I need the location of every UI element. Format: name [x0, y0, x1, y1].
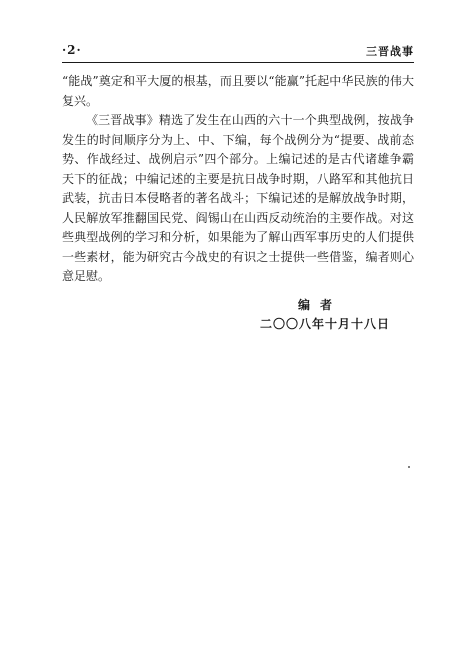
signature-date: 二〇〇八年十月十八日 [260, 317, 391, 331]
paragraph-continued: “能战”奠定和平大厦的根基，而且要以“能赢”托起中华民族的伟大复兴。 [62, 74, 414, 108]
paragraph-main: 《三晋战事》精选了发生在山西的六十一个典型战例，按战争发生的时间顺序分为上、中、下编，每个战例分为“提要、战前态势、作战经过、战例启示”四个部分。上编记述的是古代诸雄争霸天下的征战；中编记述的主要是抗日战争时期，八路军和其他抗日武装，抗击日本侵略者的著名战斗；下编记述的是解放战争时期，人民解放军推翻国民党、阎锡山在山西反动统治的主要作战。对这些典型战例的学习和分析，如果能为了解山西军事历史的人们提供一些素材，能为研究古今战史的有识之士提供一些借鉴，编者则心意足慰。 [62, 113, 414, 283]
running-title: 三晋战事 [366, 45, 414, 58]
header-rule [62, 62, 414, 63]
page-header [62, 41, 414, 59]
signature-block [260, 296, 410, 334]
signature-author: 编者 [298, 298, 343, 312]
page-number: ·2· [62, 43, 82, 57]
scan-speck [408, 466, 410, 468]
body-text [62, 72, 414, 287]
